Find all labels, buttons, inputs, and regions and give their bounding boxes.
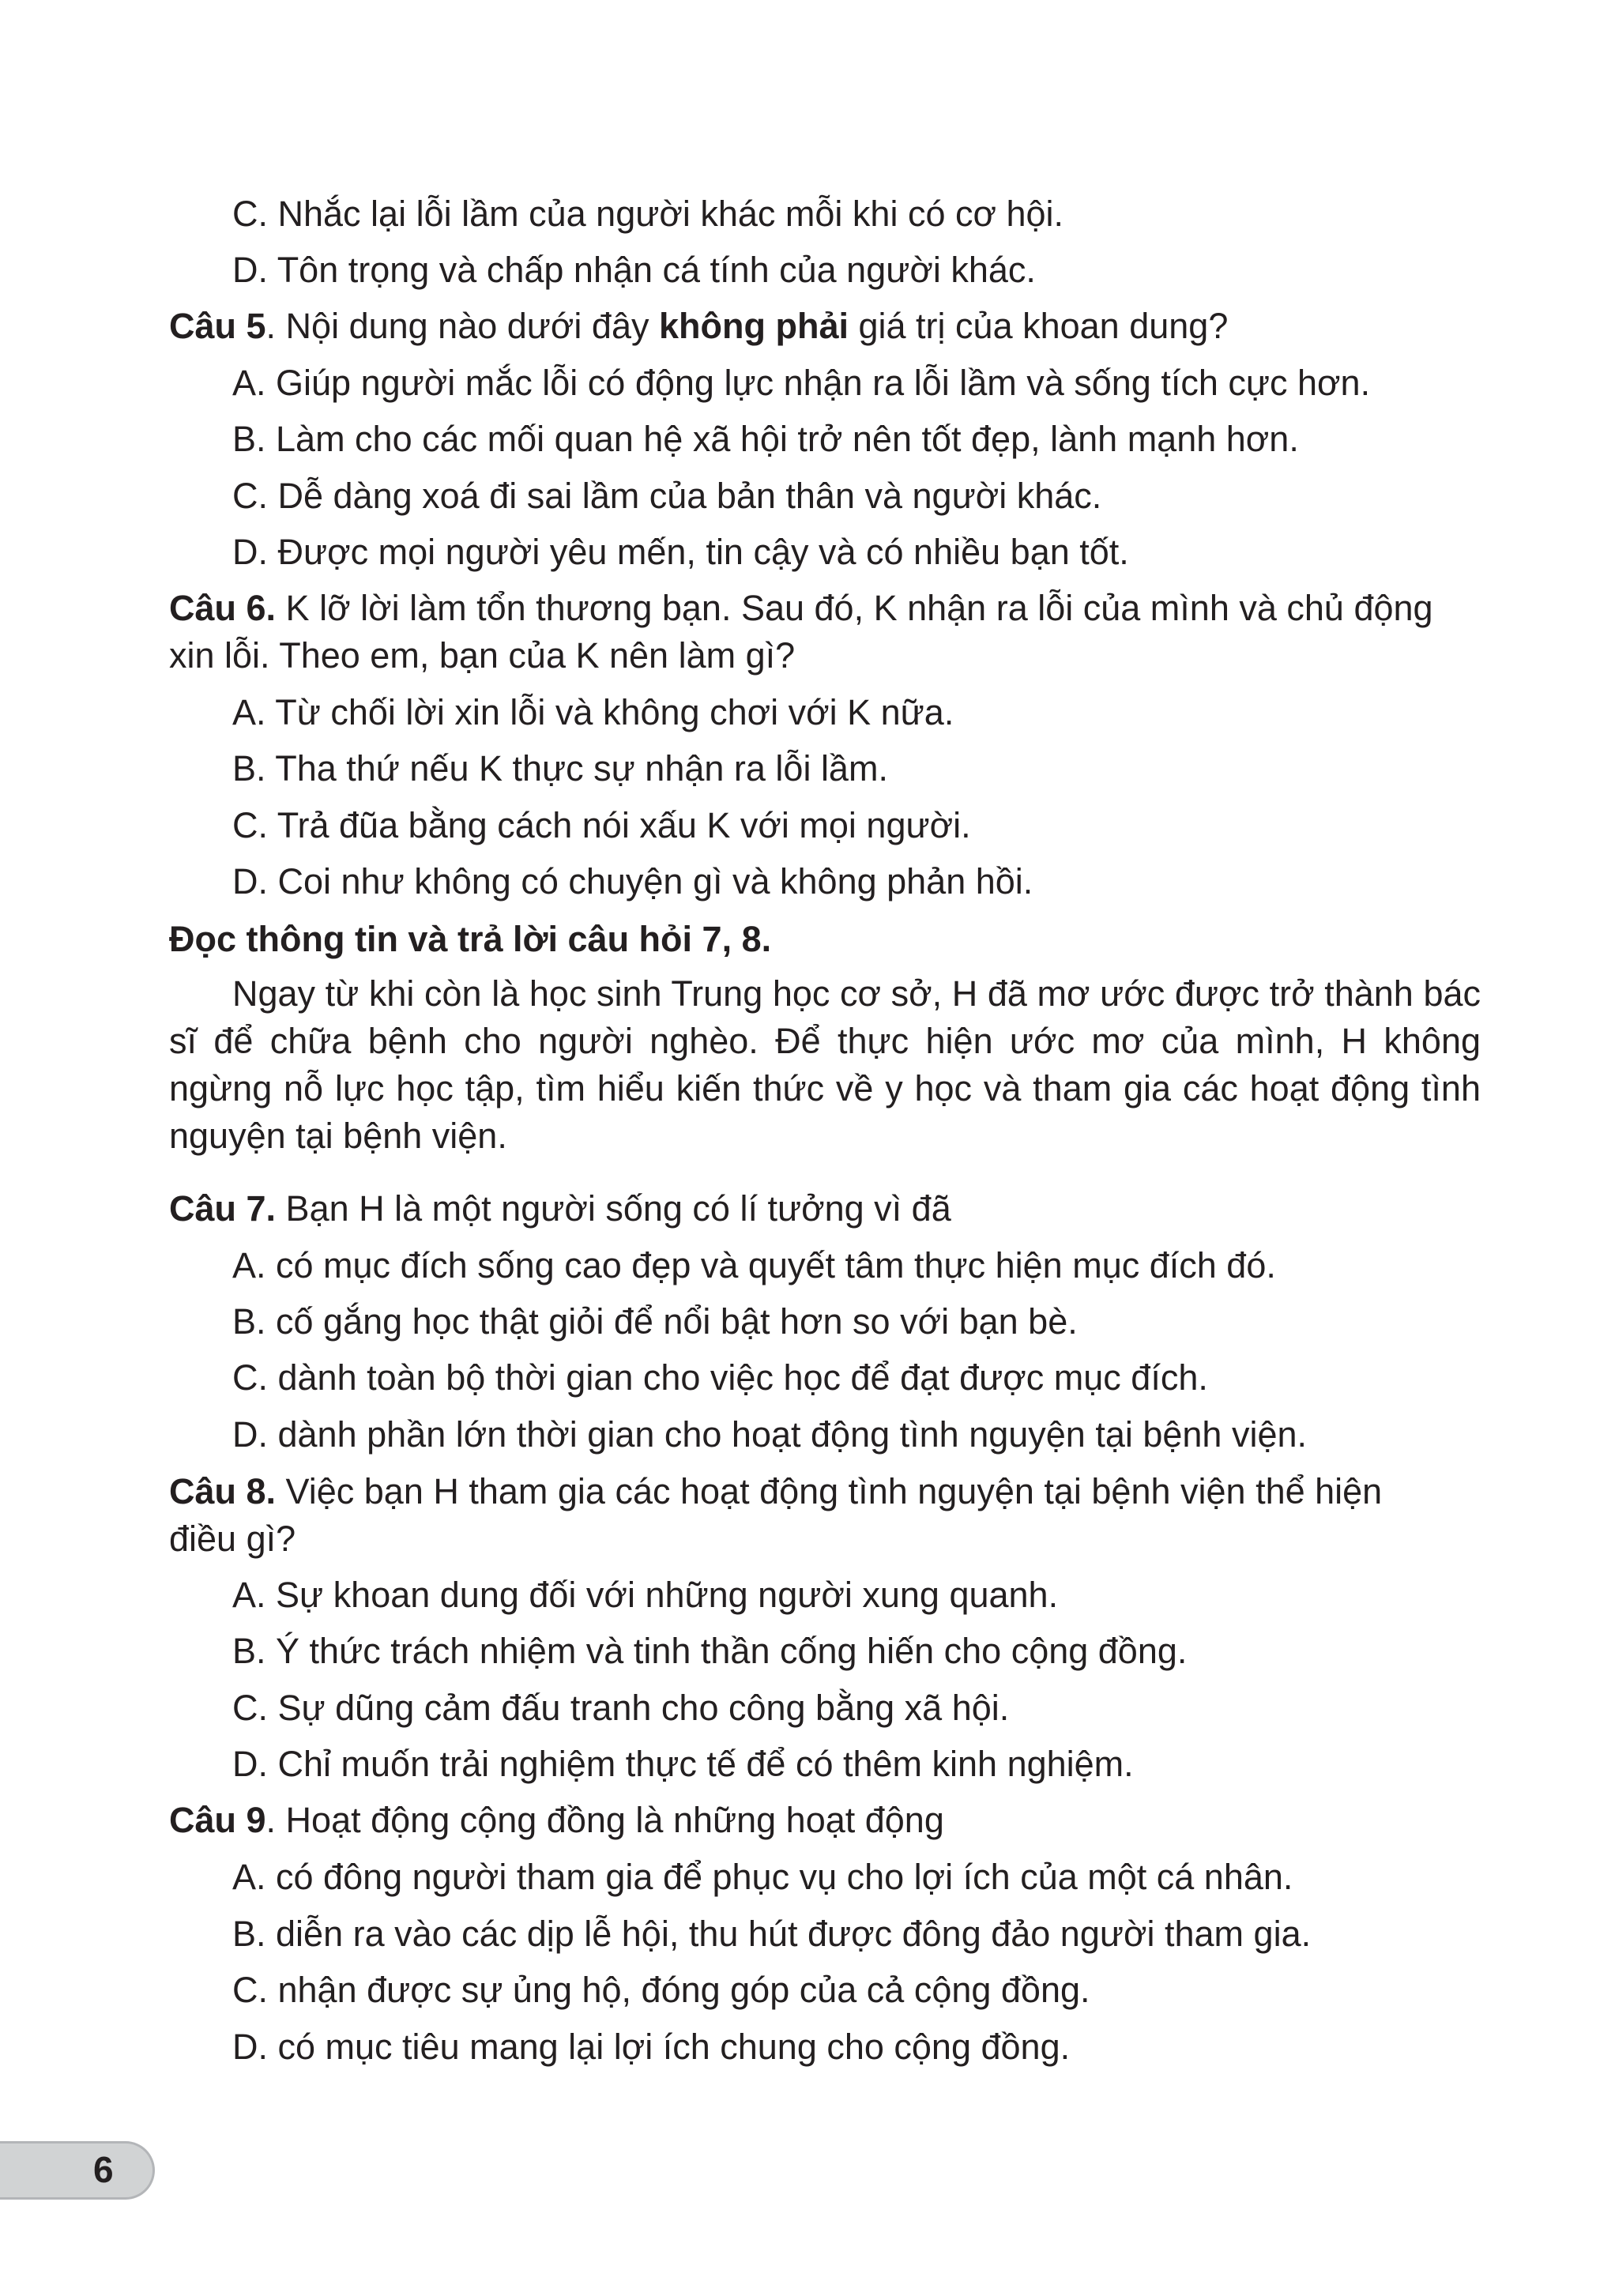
q8-option-c: C. Sự dũng cảm đấu tranh cho công bằng xã hội.: [232, 1688, 1010, 1728]
q7-label: Câu 7.: [169, 1188, 277, 1229]
q5-option-a: A. Giúp người mắc lỗi có động lực nhận ra lỗi lầm và sống tích cực hơn.: [232, 363, 1371, 403]
q8-label: Câu 8.: [169, 1471, 277, 1511]
q6-option-c: C. Trả đũa bằng cách nói xấu K với mọi người.: [232, 805, 971, 845]
q9-option-d: D. có mục tiêu mang lại lợi ích chung cho cộng đồng.: [232, 2027, 1071, 2067]
q5-stem-b: giá trị của khoan dung?: [849, 306, 1229, 346]
q6-option-b: B. Tha thứ nếu K thực sự nhận ra lỗi lầm.: [232, 748, 888, 789]
page-number-tab: [0, 2141, 155, 2200]
q5-label: Câu 5: [169, 306, 266, 346]
q7-stem-text: Bạn H là một người sống có lí tưởng vì đã: [276, 1188, 951, 1229]
q9-stem-text: . Hoạt động cộng đồng là những hoạt động: [265, 1800, 944, 1840]
q5-option-b: B. Làm cho các mối quan hệ xã hội trở nên tốt đẹp, lành mạnh hơn.: [232, 419, 1299, 459]
q9-stem: [169, 1798, 944, 1842]
q6-stem-line1: [169, 586, 1433, 630]
q8-stem-line1: [169, 1470, 1382, 1514]
q5-stem: [169, 304, 1228, 348]
q6-option-a: A. Từ chối lời xin lỗi và không chơi với K nữa.: [232, 692, 954, 732]
q6-option-d: D. Coi như không có chuyện gì và không phản hồi.: [232, 861, 1033, 901]
q8-option-b: B. Ý thức trách nhiệm và tinh thần cống hiến cho cộng đồng.: [232, 1631, 1188, 1671]
q8-stem-text: Việc bạn H tham gia các hoạt động tình nguyện tại bệnh viện thể hiện: [276, 1471, 1383, 1511]
q7-stem: [169, 1187, 951, 1231]
q8-option-a: A. Sự khoan dung đối với những người xung quanh.: [232, 1575, 1059, 1615]
page-number: 6: [93, 2149, 114, 2190]
q6-stem-line2: xin lỗi. Theo em, bạn của K nên làm gì?: [169, 635, 796, 676]
q8-option-d: D. Chỉ muốn trải nghiệm thực tế để có thêm kinh nghiệm.: [232, 1744, 1134, 1784]
q7-option-c: C. dành toàn bộ thời gian cho việc học để đạt được mục đích.: [232, 1357, 1208, 1398]
q7-option-b: B. cố gắng học thật giỏi để nổi bật hơn so với bạn bè.: [232, 1301, 1078, 1342]
q5-stem-emphasis: không phải: [659, 306, 849, 346]
q9-label: Câu 9: [169, 1800, 266, 1840]
q7-option-d: D. dành phần lớn thời gian cho hoạt động tình nguyện tại bệnh viện.: [232, 1414, 1308, 1455]
q5-option-c: C. Dễ dàng xoá đi sai lầm của bản thân và người khác.: [232, 476, 1102, 516]
q4-option-c: C. Nhắc lại lỗi lầm của người khác mỗi khi có cơ hội.: [232, 194, 1064, 234]
q8-stem-line2: điều gì?: [169, 1519, 296, 1559]
q4-option-d: D. Tôn trọng và chấp nhận cá tính của người khác.: [232, 250, 1036, 290]
q6-stem-text: K lỡ lời làm tổn thương bạn. Sau đó, K nhận ra lỗi của mình và chủ động: [276, 588, 1433, 628]
q9-option-b: B. diễn ra vào các dịp lễ hội, thu hút được đông đảo người tham gia.: [232, 1914, 1312, 1954]
q5-stem-a: . Nội dung nào dưới đây: [265, 306, 659, 346]
q6-label: Câu 6.: [169, 588, 277, 628]
q7-option-a: A. có mục đích sống cao đẹp và quyết tâm thực hiện mục đích đó.: [232, 1245, 1276, 1285]
reading-heading: Đọc thông tin và trả lời câu hỏi 7, 8.: [169, 919, 772, 959]
q9-option-c: C. nhận được sự ủng hộ, đóng góp của cả cộng đồng.: [232, 1970, 1090, 2010]
q9-option-a: A. có đông người tham gia để phục vụ cho lợi ích của một cá nhân.: [232, 1857, 1293, 1897]
q5-option-d: D. Được mọi người yêu mến, tin cậy và có nhiều bạn tốt.: [232, 532, 1129, 572]
reading-paragraph: Ngay từ khi còn là học sinh Trung học cơ sở, H đã mơ ước được trở thành bác sĩ để chữa bệnh cho người nghèo. Để thực hiện ước mơ của mình, H không ngừng nỗ lực học tập, tìm hiểu kiến thức về y học và tham gia các hoạt động tình nguyện tại bệnh viện.: [169, 973, 1481, 1156]
